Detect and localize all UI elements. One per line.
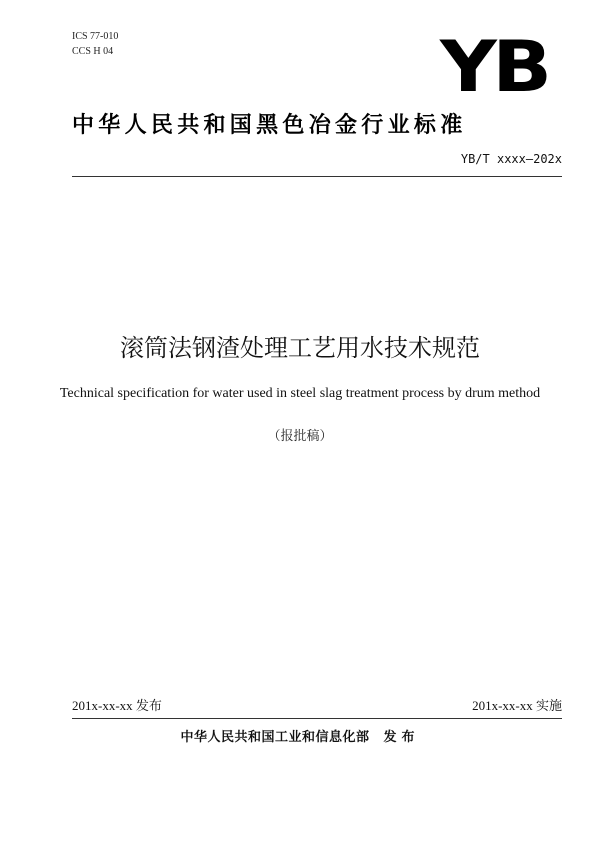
- yb-logo: YB: [440, 26, 548, 108]
- document-title-cn: 滚筒法钢渣处理工艺用水技术规范: [120, 334, 480, 362]
- draft-stage: （报批稿）: [267, 429, 333, 444]
- standard-number: YB/T xxxx—202x: [460, 152, 562, 166]
- publisher-line: [0, 729, 600, 747]
- organization-title: 中华人民共和国黑色冶金行业标准: [72, 113, 467, 138]
- ccs-code: CCS H 04: [72, 46, 114, 57]
- ics-code: ICS 77-010: [72, 31, 119, 42]
- issue-date: 201x-xx-xx 发布: [72, 698, 162, 713]
- document-title-en: Technical specification for water used in steel slag treatment process by drum method: [59, 386, 541, 401]
- footer-divider: [72, 718, 562, 719]
- publisher-name: 中华人民共和国工业和信息化部: [180, 730, 370, 745]
- implementation-date: 201x-xx-xx 实施: [472, 698, 562, 713]
- publish-action: 发布: [383, 730, 420, 745]
- header-divider: [72, 176, 562, 177]
